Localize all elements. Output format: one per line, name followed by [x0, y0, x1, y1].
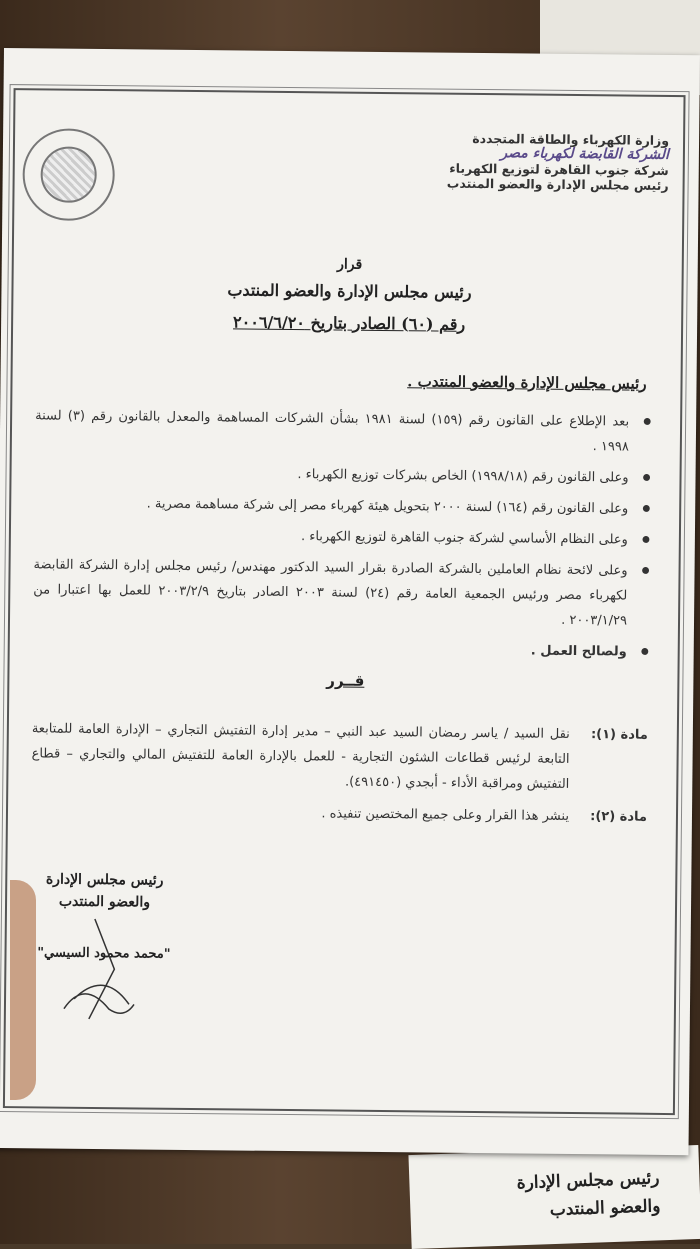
decree-heading: قــرر — [326, 671, 365, 690]
bg-paper-line2: والعضو المنتدب — [549, 1196, 661, 1221]
decision-authority: رئيس مجلس الإدارة والعضو المنتدب — [227, 280, 472, 302]
ministry-name: وزارة الكهرباء والطاقة المتجددة — [472, 130, 670, 148]
list-item: ● ولصالح العمل . — [33, 633, 649, 664]
article-label: مادة (١): — [590, 727, 648, 743]
background-paper-bottom — [408, 1145, 700, 1249]
signatory-name: "محمد محمود السيسي" — [37, 945, 171, 962]
article-1 — [31, 716, 648, 797]
article-label: مادة (٢): — [590, 809, 648, 825]
seal-emblem-icon — [40, 146, 97, 203]
list-item: ● وعلى لائحة نظام العاملين بالشركة الصادرة بقرار السيد الدكتور مهندس/ رئيس مجلس إدارة الشركة القابضة لكهرباء مصر ورئيس الجمعية العامة رقم (٢٤) لسنة ٢٠٠٣ الصادر بتاريخ ٢٠٠٣/٢/٩ للعمل بها اعتبارا من ٢٠٠٣/١/٢٩ . — [33, 552, 650, 633]
signature-title-1: رئيس مجلس الإدارة — [45, 871, 164, 889]
decision-title: قرار — [337, 256, 363, 273]
hand-edge — [10, 880, 36, 1100]
article-text: ينشر هذا القرار وعلى جميع المختصين تنفيذه . — [321, 806, 570, 824]
list-item: ● وعلى النظام الأساسي لشركة جنوب القاهرة لتوزيع الكهرباء . — [34, 521, 650, 552]
preamble-heading: رئيس مجلس الإدارة والعضو المنتدب . — [407, 372, 647, 393]
bg-paper-line1: رئيس مجلس الإدارة — [516, 1168, 660, 1194]
list-item: ● بعد الإطلاع على القانون رقم (١٥٩) لسنة ١٩٨١ بشأن الشركات المساهمة والمعدل بالقانون رقم (٣) لسنة ١٩٩٨ . — [35, 403, 651, 459]
article-text: نقل السيد / ياسر رمضان السيد عبد النبي – مدير إدارة التفتيش التجاري – الإدارة العامة للمتابعة التابعة لرئيس قطاعات الشئون التجارية - للعمل بالإدارة العامة للتفتيش المالي والتجاري – قطاع التفتيش ومراقبة الأداء - أبجدي (٤٩١٤٥٠). — [31, 721, 570, 792]
document-page — [0, 48, 700, 1155]
handwritten-signature-icon — [34, 908, 155, 1029]
office-name: رئيس مجلس الإدارة والعضو المنتدب — [446, 175, 669, 193]
signature-title-2: والعضو المنتدب — [58, 893, 151, 911]
company-seal-logo — [22, 128, 115, 221]
company-name: شركة جنوب القاهرة لتوزيع الكهرباء — [449, 160, 669, 178]
list-item: ● وعلى القانون رقم (١٩٩٨/١٨) الخاص بشركات توزيع الكهرباء . — [34, 459, 650, 490]
letterhead — [447, 131, 669, 193]
list-item: ● وعلى القانون رقم (١٦٤) لسنة ٢٠٠٠ بتحويل هيئة كهرباء مصر إلى شركة مساهمة مصرية . — [34, 490, 650, 521]
preamble-list — [33, 403, 652, 670]
holding-company-name: الشركة القابضة لكهرباء مصر — [500, 145, 670, 163]
decision-number-date: رقم (٦٠) الصادر بتاريخ ٢٠٠٦/٦/٢٠ — [232, 312, 466, 334]
